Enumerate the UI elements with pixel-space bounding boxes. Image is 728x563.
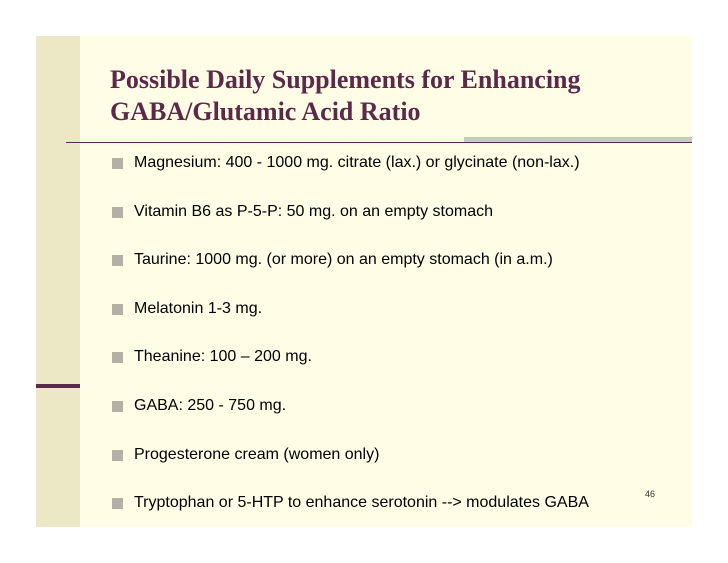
bullet-text: Magnesium: 400 - 1000 mg. citrate (lax.) or glycinate (non-lax.) xyxy=(134,154,580,171)
list-item xyxy=(112,249,692,298)
bullet-text: Vitamin B6 as P-5-P: 50 mg. on an empty stomach xyxy=(134,202,493,220)
bullet-text: Melatonin 1-3 mg. xyxy=(134,299,263,317)
page-number: 46 xyxy=(644,489,655,499)
square-bullet-icon xyxy=(112,450,123,461)
bullet-text: Tryptophan or 5-HTP to enhance serotonin --> modulates GABA xyxy=(134,494,589,512)
square-bullet-icon xyxy=(112,498,123,509)
list-item xyxy=(112,492,692,527)
square-bullet-icon xyxy=(112,401,123,412)
title-underline xyxy=(66,142,692,143)
bullet-text: Taurine: 1000 mg. (or more) on an empty stomach (in a.m.) xyxy=(134,251,553,269)
square-bullet-icon xyxy=(112,304,123,315)
bullet-text: Progesterone cream (women only) xyxy=(134,445,380,463)
square-bullet-icon xyxy=(112,158,123,169)
list-item xyxy=(112,201,692,250)
side-bar xyxy=(36,36,80,384)
square-bullet-icon xyxy=(112,207,123,218)
list-item xyxy=(112,152,692,201)
slide-title xyxy=(110,64,670,128)
list-item xyxy=(112,395,692,444)
title-line-1: Possible Daily Supplements for Enhancing xyxy=(110,65,581,94)
bullet-text: Theanine: 100 – 200 mg. xyxy=(134,348,312,366)
slide xyxy=(36,36,692,527)
list-item xyxy=(112,444,692,493)
title-line-2: GABA/Glutamic Acid Ratio xyxy=(110,97,421,126)
list-item xyxy=(112,346,692,395)
square-bullet-icon xyxy=(112,255,123,266)
bullet-text: GABA: 250 - 750 mg. xyxy=(134,396,287,414)
bullet-list xyxy=(112,152,692,527)
list-item xyxy=(112,298,692,347)
square-bullet-icon xyxy=(112,352,123,363)
side-bar-lower xyxy=(36,388,80,527)
